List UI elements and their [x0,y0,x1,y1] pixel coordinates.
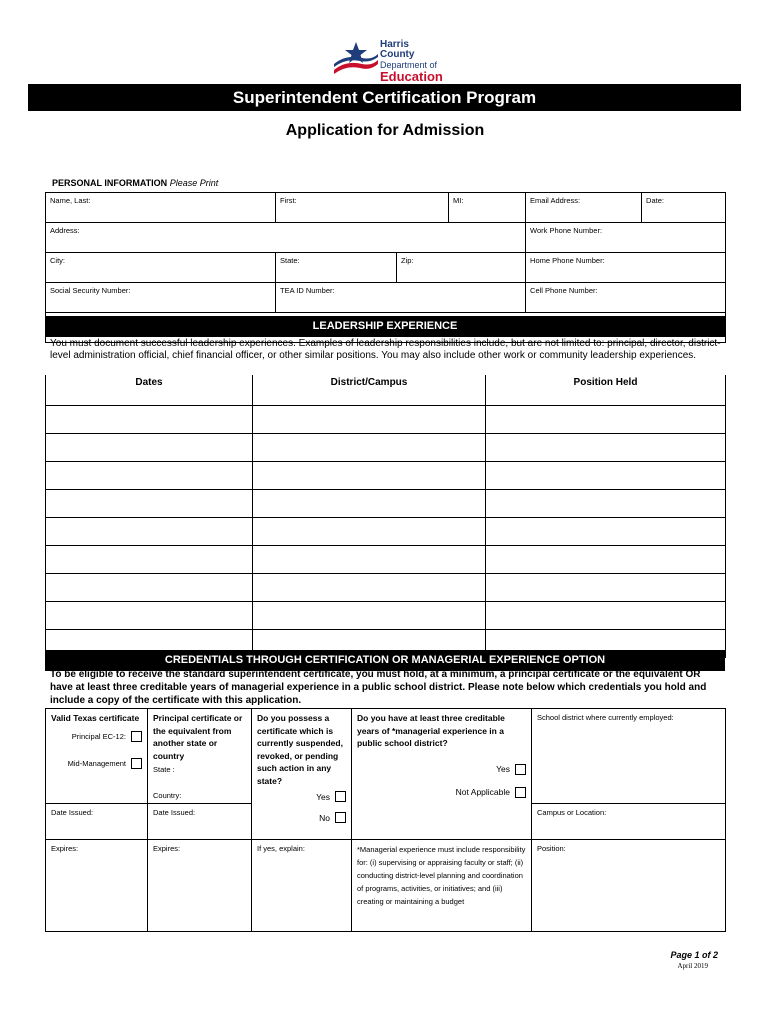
possess-no-label: No [319,812,330,823]
col-district-header: District/Campus [253,375,486,406]
star-flag-icon [332,40,378,76]
valid-texas-label: Valid Texas certificate [51,713,140,723]
state-label: State: [280,256,300,265]
leadership-row [46,490,726,518]
page-number: Page 1 of 2 [670,950,718,960]
possess-no-checkbox[interactable] [335,812,346,823]
managerial-note: *Managerial experience must include responsibility for: (i) supervising or appraising faculty or staff; (ii) conducting district-level planning and coordination of programs, activities, or initiatives; and (iii) creating or maintaining a budget [357,845,526,906]
personal-info-title: PERSONAL INFORMATION [52,178,168,188]
mid-management-label: Mid-Management [67,758,126,768]
personal-info-note: Please Print [169,178,219,188]
leadership-heading-bar: LEADERSHIP EXPERIENCE [45,316,725,337]
leadership-row [46,434,726,462]
dates-cell[interactable] [46,546,253,574]
dates-cell[interactable] [46,602,253,630]
state-field[interactable] [276,253,397,283]
expires-label-1: Expires: [51,844,79,853]
district-cell[interactable] [253,518,486,546]
district-cell[interactable] [253,546,486,574]
campus-location-field[interactable] [532,804,726,840]
date-label: Date: [646,196,664,205]
mi-label: MI: [453,196,464,205]
program-title-banner: Superintendent Certification Program [28,84,741,111]
logo-line-3: Education [380,69,443,84]
district-cell[interactable] [253,434,486,462]
home-phone-field[interactable] [526,253,726,283]
country-label[interactable]: Country: [153,791,182,800]
principal-equiv-label: Principal certificate or the equivalent from another state or country [153,713,243,761]
email-field[interactable] [526,193,642,223]
expires-field-2[interactable] [148,840,252,932]
school-district-field[interactable] [532,709,726,804]
dates-cell[interactable] [46,518,253,546]
campus-location-label: Campus or Location: [537,808,607,817]
work-phone-label: Work Phone Number: [530,226,603,235]
credentials-heading-bar: CREDENTIALS THROUGH CERTIFICATION OR MANAGERIAL EXPERIENCE OPTION [45,650,725,671]
city-label: City: [50,256,65,265]
leadership-row [46,546,726,574]
possess-yes-label: Yes [316,791,330,802]
email-label: Email Address: [530,196,581,205]
mi-field[interactable] [449,193,526,223]
credentials-table [45,708,726,932]
possess-question: Do you possess a certificate which is currently suspended, revoked, or pending such action in any state? [257,713,343,786]
date-issued-label-1: Date Issued: [51,808,94,817]
zip-label: Zip: [401,256,414,265]
expires-label-2: Expires: [153,844,181,853]
position-cell[interactable] [486,518,726,546]
revision-date: April 2019 [677,962,708,970]
credentials-intro: To be eligible to receive the standard superintendent certificate, you must hold, at a minimum, a principal certificate or the equivalent OR have at least three creditable years of managerial experience in a public school district. Please note below which credentials you hold and include a copy of the certificate with this application. [50,669,707,706]
zip-field[interactable] [397,253,526,283]
district-cell[interactable] [253,406,486,434]
name-last-field[interactable] [46,193,276,223]
leadership-row [46,406,726,434]
position-label: Position: [537,844,566,853]
col-dates-header: Dates [46,375,253,406]
leadership-row [46,462,726,490]
mid-management-checkbox[interactable] [131,758,142,769]
position-cell[interactable] [486,602,726,630]
name-last-label: Name, Last: [50,196,91,205]
city-field[interactable] [46,253,276,283]
personal-info-heading [52,178,218,188]
dates-cell[interactable] [46,490,253,518]
possess-yes-checkbox[interactable] [335,791,346,802]
leadership-row [46,518,726,546]
address-label: Address: [50,226,80,235]
principal-ec12-label: Principal EC-12: [71,731,126,741]
district-cell[interactable] [253,490,486,518]
school-district-label: School district where currently employed: [537,713,674,722]
cell-phone-field[interactable] [526,283,726,313]
logo-line-1: Harris County [380,39,415,60]
home-phone-label: Home Phone Number: [530,256,605,265]
tea-id-label: TEA ID Number: [280,286,335,295]
leadership-table [45,375,726,658]
date-field[interactable] [642,193,726,223]
not-applicable-checkbox[interactable] [515,787,526,798]
if-yes-explain-label: If yes, explain: [257,844,305,853]
col-position-header: Position Held [486,375,726,406]
position-cell[interactable] [486,434,726,462]
cell-phone-label: Cell Phone Number: [530,286,598,295]
dates-cell[interactable] [46,434,253,462]
three-years-question: Do you have at least three creditable years of *managerial experience in a public school district? [357,713,505,748]
page-subtitle: Application for Admission [285,122,485,139]
principal-ec12-checkbox[interactable] [131,731,142,742]
if-yes-explain-field[interactable] [252,840,352,932]
hcde-logo [332,39,443,84]
ssn-field[interactable] [46,283,276,313]
position-cell[interactable] [486,490,726,518]
ssn-label: Social Security Number: [50,286,131,295]
tea-id-field[interactable] [276,283,526,313]
not-applicable-label: Not Applicable [455,787,510,797]
position-cell[interactable] [486,462,726,490]
position-cell[interactable] [486,574,726,602]
date-issued-field-1[interactable] [46,804,148,840]
dates-cell[interactable] [46,574,253,602]
state-label[interactable]: State : [153,765,175,774]
valid-texas-cell [46,709,148,804]
logo-line-2: Department of [380,60,438,70]
three-years-yes-label: Yes [496,764,510,774]
position-cell[interactable] [486,406,726,434]
district-cell[interactable] [253,574,486,602]
district-cell[interactable] [253,602,486,630]
first-name-field[interactable] [276,193,449,223]
position-cell[interactable] [486,546,726,574]
three-years-yes-checkbox[interactable] [515,764,526,775]
leadership-row [46,574,726,602]
district-cell[interactable] [253,462,486,490]
possess-question-cell [252,709,352,840]
position-field[interactable] [532,840,726,932]
date-issued-field-2[interactable] [148,804,252,840]
first-name-label: First: [280,196,297,205]
expires-field-1[interactable] [46,840,148,932]
work-phone-field[interactable] [526,223,726,253]
date-issued-label-2: Date Issued: [153,808,196,817]
dates-cell[interactable] [46,406,253,434]
address-field[interactable] [46,223,526,253]
managerial-note-cell [352,840,532,932]
dates-cell[interactable] [46,462,253,490]
leadership-intro: You must document successful leadership experiences. Examples of leadership responsibilities include, but are not limited to: principal, director, district-level administration official, chief financial officer, or other similar positions. You may also include other work or community leadership experiences. [50,338,721,361]
three-years-cell [352,709,532,840]
principal-equiv-cell [148,709,252,804]
leadership-row [46,602,726,630]
